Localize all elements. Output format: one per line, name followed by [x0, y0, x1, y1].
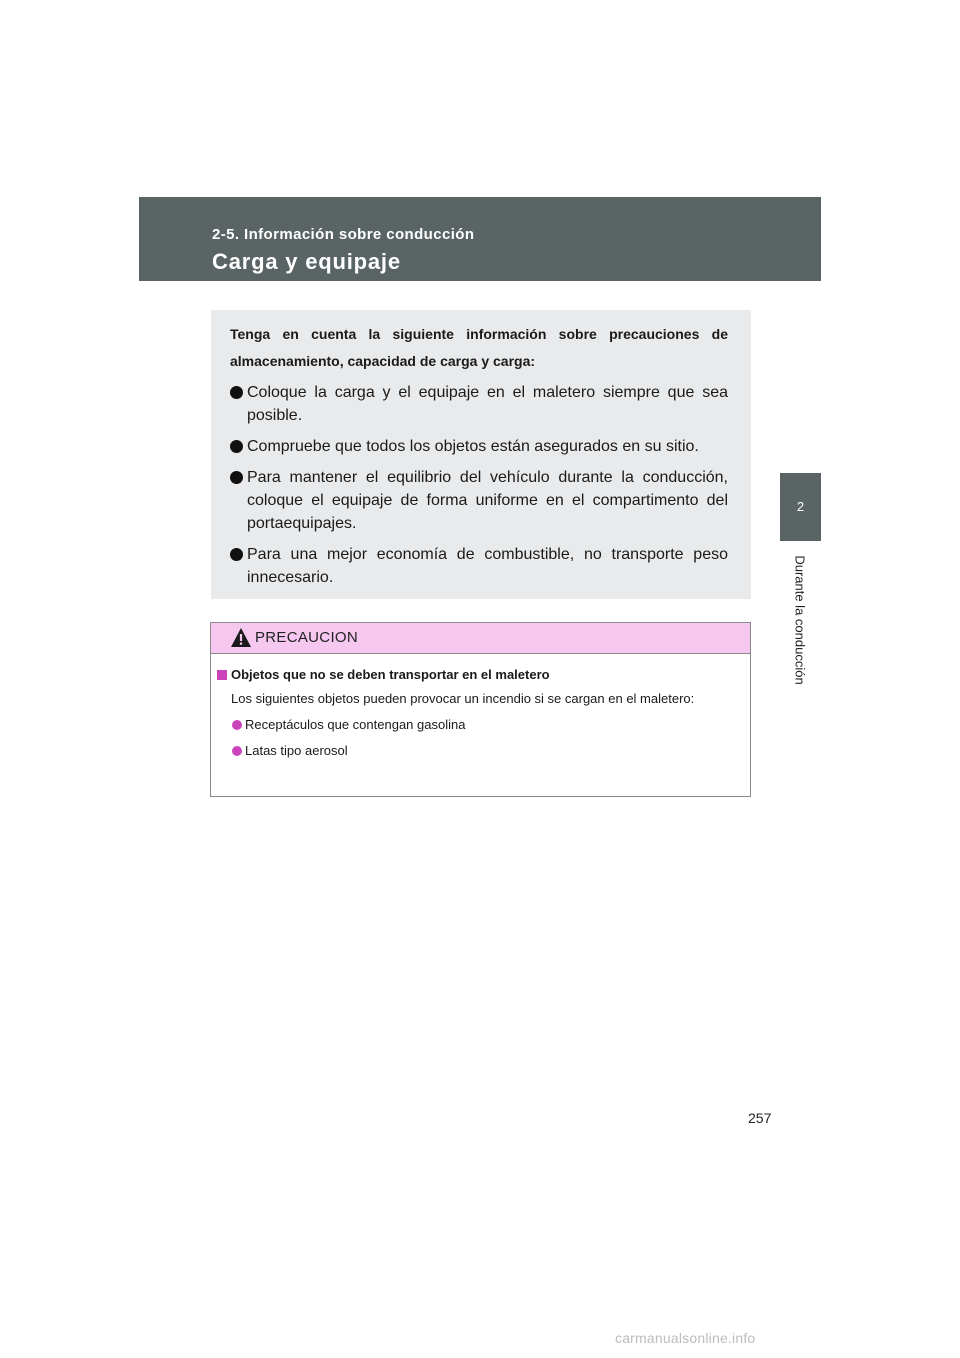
bullet-icon [230, 386, 243, 399]
chapter-tab: 2 [780, 473, 821, 541]
warning-title: PRECAUCION [255, 629, 359, 646]
page-title: Carga y equipaje [212, 249, 401, 274]
list-item-text: Receptáculos que contengan gasolina [245, 717, 466, 732]
list-item [217, 742, 743, 760]
list-item [230, 466, 728, 535]
bullet-icon [230, 548, 243, 561]
info-box [211, 310, 751, 599]
list-item [230, 381, 728, 427]
section-number: 2-5. Información sobre conducción [212, 226, 475, 243]
bullet-icon [230, 440, 243, 453]
warning-header [211, 623, 750, 654]
watermark: carmanualsonline.info [615, 1330, 756, 1346]
page-number: 257 [748, 1110, 772, 1126]
bullet-icon [232, 720, 242, 730]
list-item-text: Para una mejor economía de combustible, no transporte peso innecesario. [247, 546, 728, 586]
warning-body [211, 654, 750, 760]
list-item-text: Coloque la carga y el equipaje en el maletero siempre que sea posible. [247, 384, 728, 424]
warning-subheading-text: Objetos que no se deben transportar en el maletero [231, 667, 550, 682]
list-item [230, 435, 728, 458]
list-item [217, 716, 743, 734]
list-item [230, 543, 728, 589]
list-item-text: Para mantener el equilibrio del vehículo durante la conducción, coloque el equipaje de forma uniforme en el compartimento del portaequipajes. [247, 469, 728, 532]
warning-subheading [217, 666, 743, 684]
list-item-text: Compruebe que todos los objetos están asegurados en su sitio. [247, 438, 699, 455]
square-bullet-icon [217, 670, 227, 680]
bullet-icon [232, 746, 242, 756]
list-item-text: Latas tipo aerosol [245, 743, 348, 758]
bullet-icon [230, 471, 243, 484]
warning-text: Los siguientes objetos pueden provocar un incendio si se cargan en el maletero: [231, 691, 695, 706]
chapter-tab-label: Durante la conducción [792, 555, 808, 685]
info-intro: Tenga en cuenta la siguiente información sobre precauciones de almacenamiento, capacidad de carga y carga: [230, 326, 728, 369]
chapter-header [139, 197, 821, 281]
warning-box [210, 622, 751, 797]
warning-triangle-icon [230, 627, 252, 648]
